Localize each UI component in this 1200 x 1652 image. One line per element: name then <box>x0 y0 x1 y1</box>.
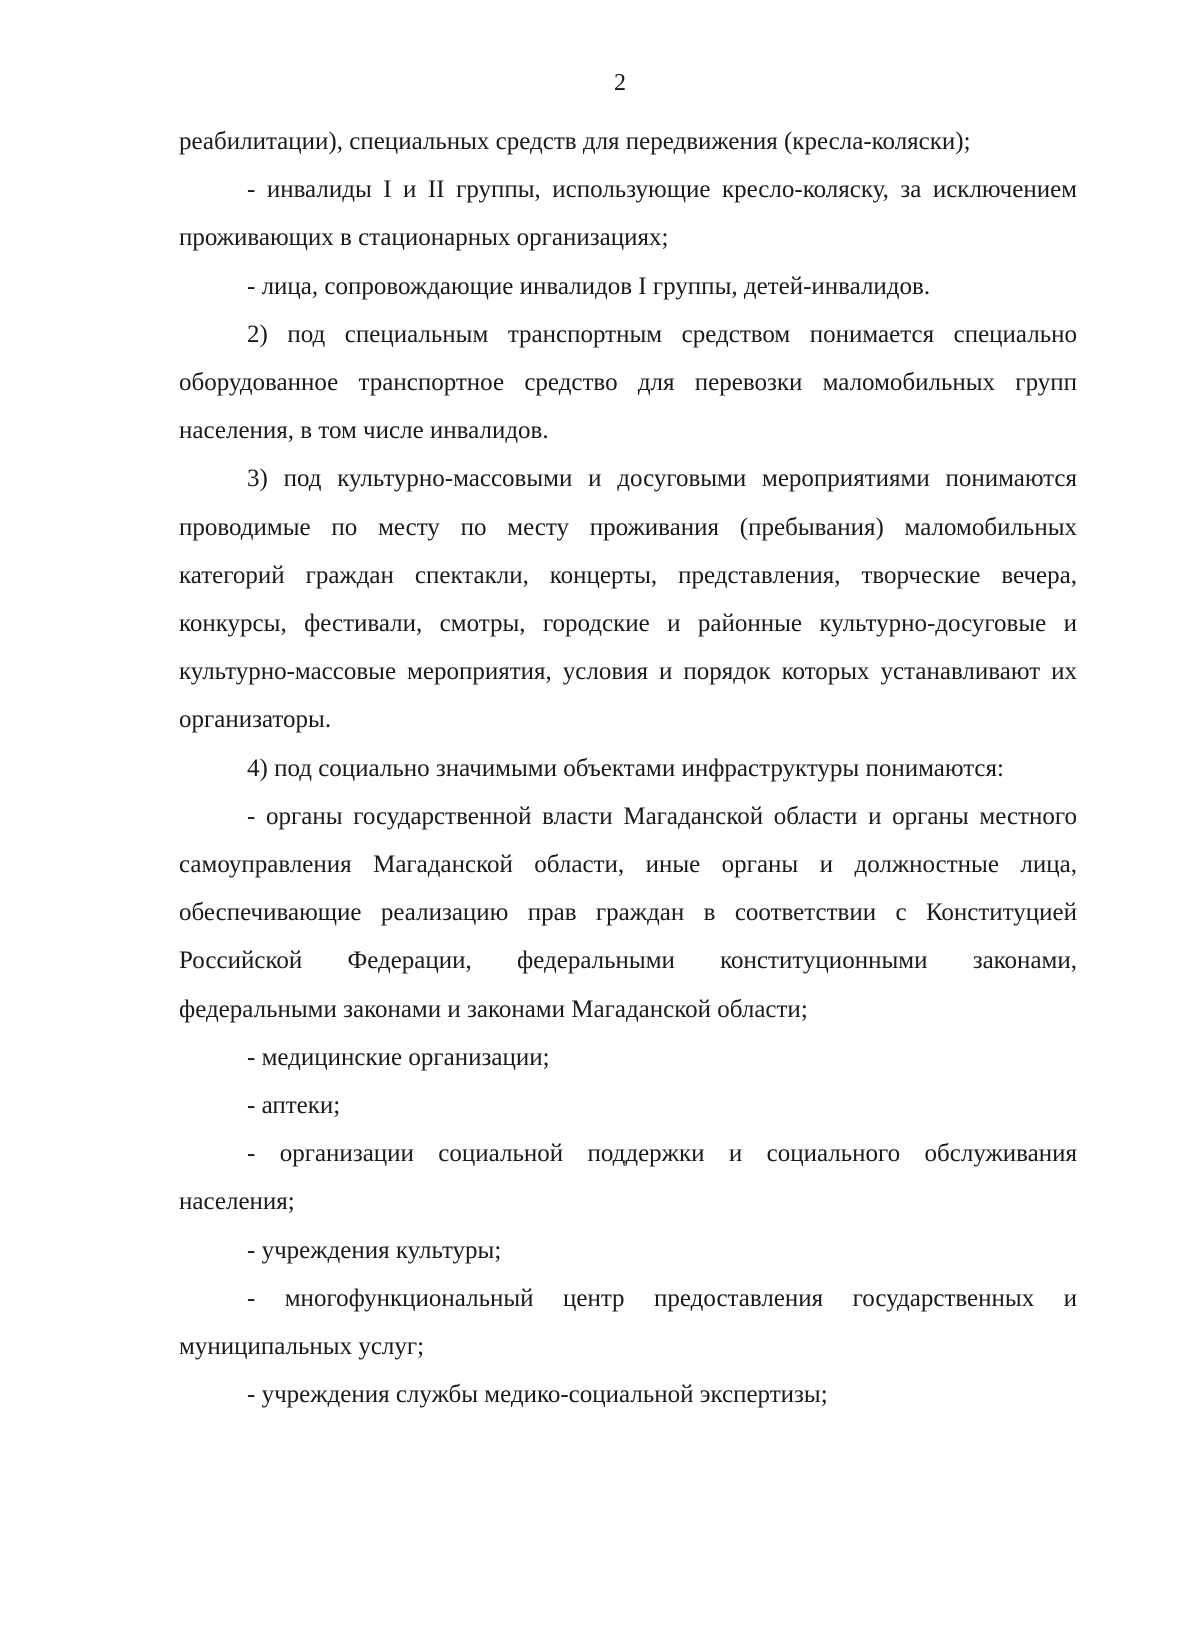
paragraph-12: - многофункциональный центр предоставления государственных и муниципальных услуг; <box>179 1284 1077 1361</box>
paragraph-2: - инвалиды I и II группы, использующие кресло-коляску, за исключением проживающих в стационарных организациях; <box>179 176 1077 252</box>
paragraph-6: 4) под социально значимыми объектами инфраструктуры понимаются: <box>247 754 1004 782</box>
document-body <box>179 118 1077 1419</box>
paragraph-5: 3) под культурно-массовыми и досуговыми мероприятиями понимаются проводимые по месту по месту проживания (пребывания) маломобильных категорий граждан спектакли, концерты, представления, творческие вечера, конкурсы, фестивали, смотры, городские и районные культурно-досуговые и культурно-массовые мероприятия, условия и порядок которых устанавливают их организаторы. <box>179 465 1077 734</box>
paragraph-1: реабилитации), специальных средств для передвижения (кресла-коляски); <box>179 128 971 155</box>
paragraph-13: - учреждения службы медико-социальной экспертизы; <box>247 1381 828 1409</box>
paragraph-7: - органы государственной власти Магаданской области и органы местного самоуправления Магаданской области, иные органы и должностные лица, обеспечивающие реализацию прав граждан в соответствии с Конституцией Российской Федерации, федеральными конституционными законами, федеральными законами и законами Магаданской области; <box>179 802 1077 1023</box>
paragraph-11: - учреждения культуры; <box>247 1236 502 1264</box>
page-number: 2 <box>614 70 626 96</box>
paragraph-4: 2) под специальным транспортным средством понимается специально оборудованное транспортное средство для перевозки маломобильных групп населения, в том числе инвалидов. <box>179 320 1077 445</box>
paragraph-3: - лица, сопровождающие инвалидов I группы, детей-инвалидов. <box>247 272 931 300</box>
paragraph-10: - организации социальной поддержки и социального обслуживания населения; <box>179 1140 1077 1216</box>
paragraph-9: - аптеки; <box>247 1092 341 1120</box>
paragraph-8: - медицинские организации; <box>247 1043 550 1071</box>
